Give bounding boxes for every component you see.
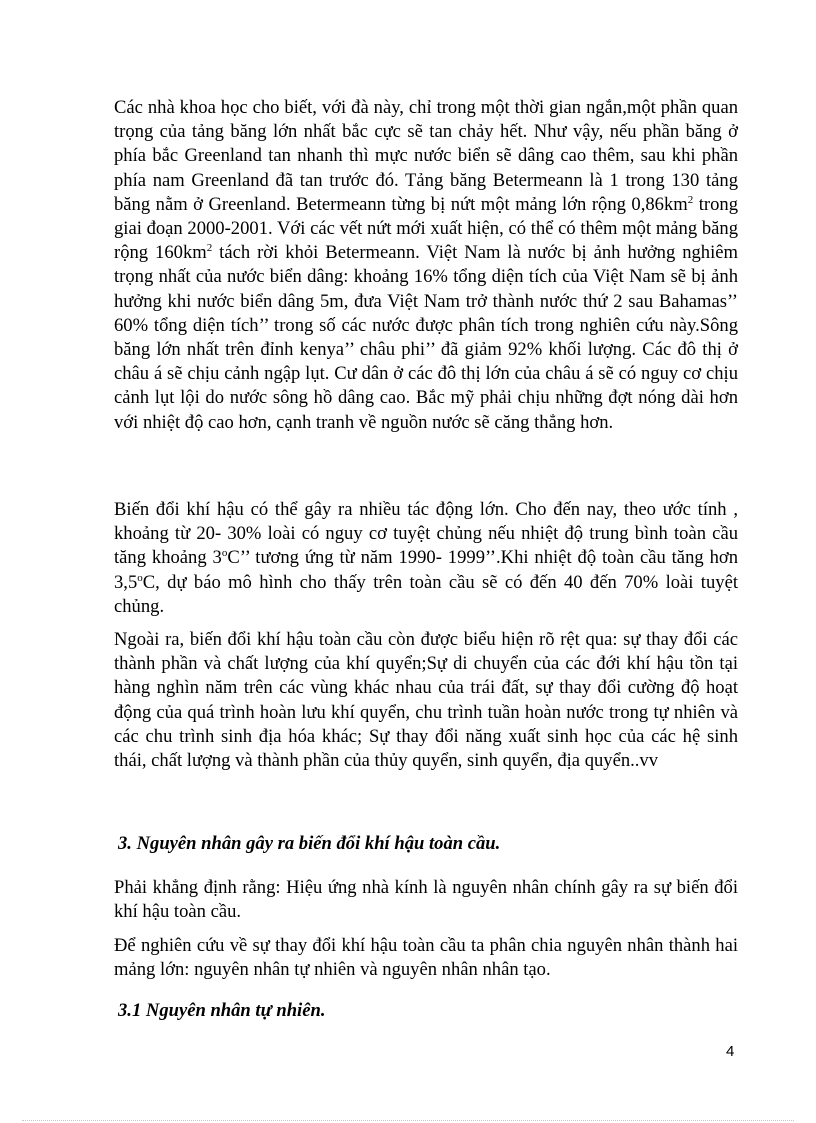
paragraph-species-extinction: [114, 498, 738, 619]
paragraph-text-part: trong giai đoạn 2000-2001. Với các vết nứt mới xuất hiện, có thể có thêm một mảng băng rộng 160km: [114, 193, 738, 264]
paragraph-text-part: C, dự báo mô hình cho thấy trên toàn cầu sẽ có đến 40 đến 70% loài tuyệt chủng.: [114, 571, 738, 617]
paragraph-greenhouse-effect: Phải khẳng định rằng: Hiệu ứng nhà kính là nguyên nhân chính gây ra sự biến đổi khí hậu toàn cầu.: [114, 877, 738, 923]
page-number: 4: [726, 1043, 735, 1060]
superscript: 2: [206, 242, 213, 255]
subsection-heading-natural-causes: 3.1 Nguyên nhân tự nhiên.: [118, 1000, 326, 1021]
paragraph-cause-classification: Để nghiên cứu về sự thay đổi khí hậu toàn cầu ta phân chia nguyên nhân thành hai mảng lớn: nguyên nhân tự nhiên và nguyên nhân nhân tạo.: [114, 935, 738, 981]
superscript: o: [221, 547, 228, 560]
superscript: o: [137, 571, 143, 584]
paragraph-text-part: tách rời khỏi Betermeann. Việt Nam là nước bị ảnh hưởng nghiêm trọng nhất của nước biển dâng: khoảng 16% tổng diện tích của Việt Nam sẽ bị ảnh hưởng khi nước biển dâng 5m, đưa Việt Nam trở thành nước thứ 2 sau Bahamas’’ 60% tổng diện tích’’ trong số các nước được phân tích trong nghiên cứu này.Sông băng lớn nhất trên đỉnh kenya’’ châu phi’’ đã giảm 92% khối lượng. Các đô thị ở châu á sẽ chịu cảnh ngập lụt. Cư dân ở các đô thị lớn của châu á sẽ có nguy cơ chịu cảnh lụt lội do nước sông hồ dâng cao. Bắc mỹ phải chịu những đợt nóng dài hơn với nhiệt độ cao hơn, cạnh tranh về nguồn nước sẽ căng thẳng hơn.: [114, 242, 738, 433]
paragraph-ice-melt-impacts: [114, 96, 738, 435]
paragraph-text-part: Biến đổi khí hậu có thể gây ra nhiều tác động lớn. Cho đến nay, theo ước tính , khoảng từ 20- 30% loài có nguy cơ tuyệt chủng nếu nhiệt độ trung bình toàn cầu tăng khoảng 3: [114, 499, 738, 569]
page-divider: [22, 1120, 794, 1121]
section-heading-causes: 3. Nguyên nhân gây ra biến đổi khí hậu toàn cầu.: [118, 833, 501, 854]
paragraph-text-part: C’’ tương ứng từ năm 1990- 1999’’.Khi nhiệt độ toàn cầu tăng hơn 3,5: [114, 547, 738, 593]
superscript: 2: [687, 193, 694, 206]
paragraph-text-part: Các nhà khoa học cho biết, với đà này, chỉ trong một thời gian ngắn,một phần quan trọng của tảng băng lớn nhất bắc cực sẽ tan chảy hết. Như vậy, nếu phần băng ở phía bắc Greenland tan nhanh thì mực nước biển sẽ dâng cao thêm, sau khi phần phía nam Greenland đã tan trước đó. Tảng băng Betermeann là 1 trong 130 tảng băng nằm ở Greenland. Betermeann từng bị nứt một mảng lớn rộng 0,86km: [114, 97, 738, 215]
paragraph-climate-manifestations: Ngoài ra, biến đổi khí hậu toàn cầu còn được biểu hiện rõ rệt qua: sự thay đổi các thành phần và chất lượng của khí quyển;Sự di chuyển của các đới khí hậu tồn tại hàng nghìn năm trên các vùng khác nhau của trái đất, sự thay đổi cường độ hoạt động của quá trình hoàn lưu khí quyển, chu trình tuần hoàn nước trong tự nhiên và các chu trình sinh địa hóa khác; Sự thay đổi năng xuất sinh học của các hệ sinh thái, chất lượng và thành phần của thủy quyển, sinh quyển, địa quyển..vv: [114, 629, 738, 772]
